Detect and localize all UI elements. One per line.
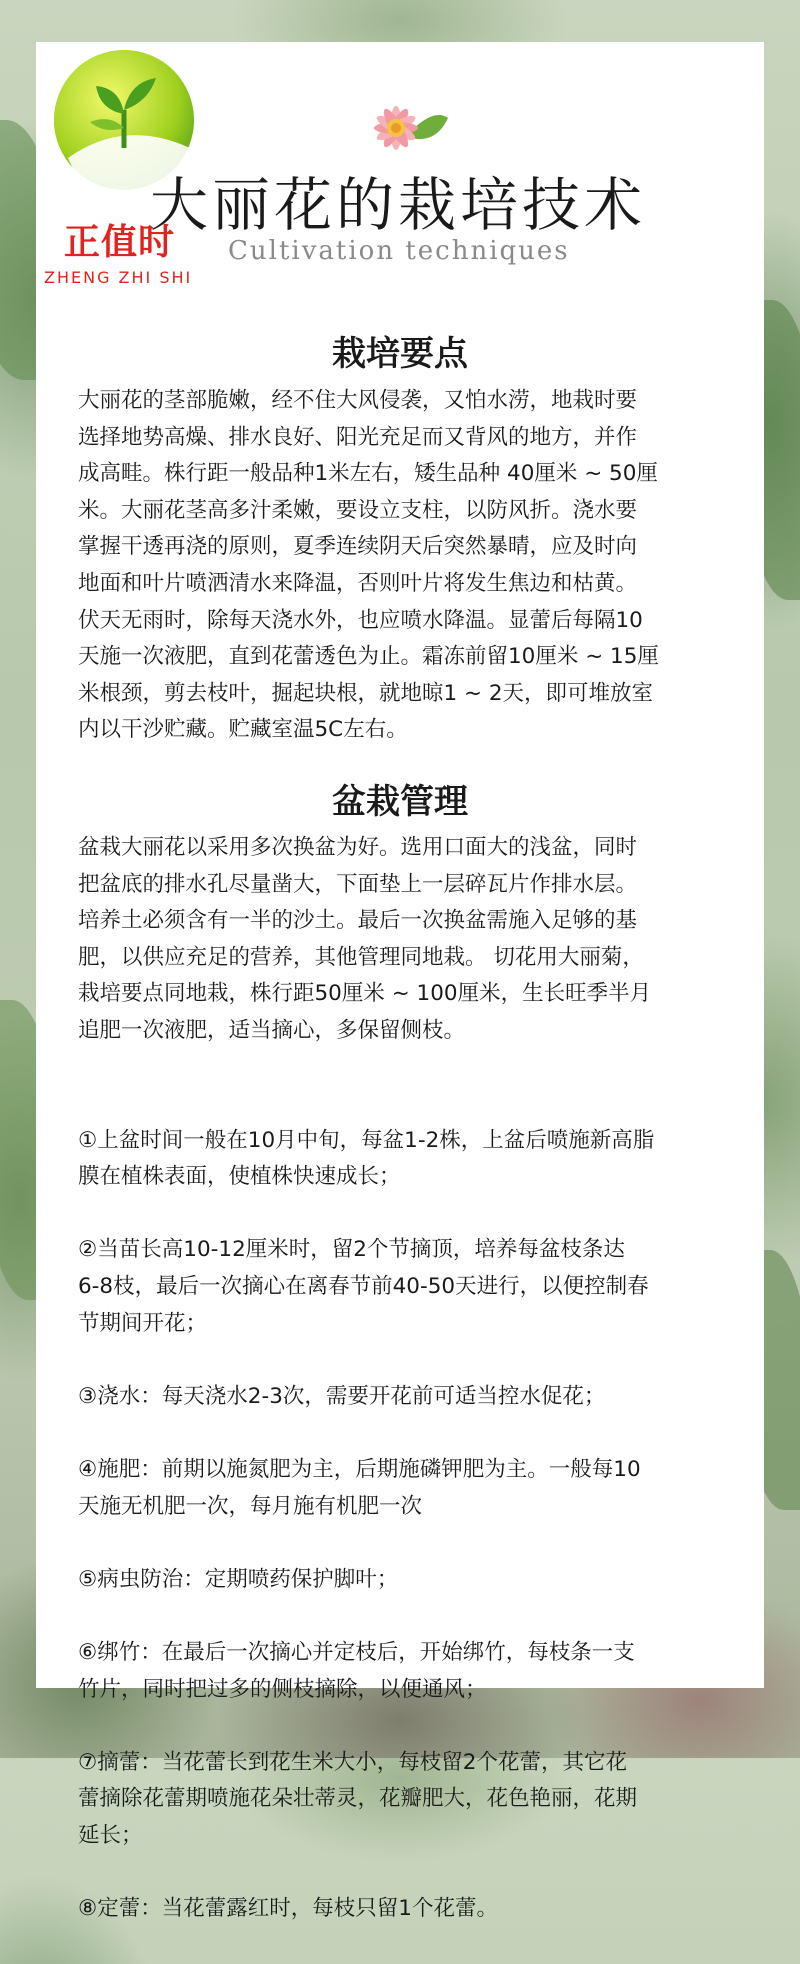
page-title: 大丽花的栽培技术	[150, 171, 647, 239]
brand-name: 正值时	[64, 222, 176, 263]
step-item: ①上盆时间一般在10月中旬，每盆1-2株，上盆后喷施新高脂 膜在植株表面，使植株快速成长；	[78, 1127, 655, 1190]
step-item: ④施肥：前期以施氮肥为主，后期施磷钾肥为主。一般每10 天施无机肥一次，每月施有机肥一次	[78, 1456, 641, 1519]
page-subtitle: Cultivation techniques	[228, 236, 570, 266]
steps-list	[78, 1086, 726, 1964]
step-item: ⑥绑竹：在最后一次摘心并定枝后，开始绑竹，每枝条一支 竹片，同时把过多的侧枝摘除，以便通风；	[78, 1639, 635, 1702]
step-item: ⑦摘蕾：当花蕾长到花生米大小，每枝留2个花蕾，其它花 蕾摘除花蕾期喷施花朵壮蒂灵，花瓣肥大，花色艳丽，花期 延长；	[78, 1749, 638, 1848]
step-item: ⑤病虫防治：定期喷药保护脚叶；	[78, 1566, 399, 1592]
step-item: ③浇水：每天浇水2-3次，需要开花前可适当控水促花；	[78, 1383, 606, 1409]
dahlia-flower-icon	[356, 88, 452, 164]
section-text-potted: 盆栽大丽花以采用多次换盆为好。选用口面大的浅盆，同时 把盆底的排水孔尽量凿大，下面垫上一层碎瓦片作排水层。 培养土必须含有一半的沙土。最后一次换盆需施入足够的基 肥，以供应充足的营养，其他管理同地栽。 切花用大丽菊， 栽培要点同地栽，株行距50厘米 ~ 100厘米，生长旺季半月 追肥一次液肥，适当摘心，多保留侧枝。	[78, 835, 652, 1043]
step-item: ⑧定蕾：当花蕾露红时，每枝只留1个花蕾。	[78, 1896, 498, 1922]
section-text-cultivation: 大丽花的茎部脆嫩，经不住大风侵袭，又怕水涝，地栽时要 选择地势高燥、排水良好、阳光充足而又背风的地方，并作 成高畦。株行距一般品种1米左右，矮生品种 40厘米 ~ 50厘 米。大丽花茎高多汁柔嫩，要设立支柱，以防风折。浇水要 掌握干透再浇的原则，夏季连续阴天后突然暴晴，应及时向 地面和叶片喷洒清水来降温，否则叶片将发生焦边和枯黄。 伏天无雨时，除每天浇水外，也应喷水降温。显蕾后每隔10 天施一次液肥，直到花蕾透色为止。霜冻前留10厘米 ~ 15厘 米根颈，剪去枝叶，掘起块根，就地晾1 ~ 2天，即可堆放室 内以干沙贮藏。贮藏室温5C左右。	[78, 388, 659, 743]
section-heading-potted: 盆栽管理	[332, 782, 468, 822]
section-heading-cultivation: 栽培要点	[332, 334, 468, 374]
brand-pinyin: ZHENG ZHI SHI	[44, 268, 193, 287]
step-item: ②当苗长高10-12厘米时，留2个节摘顶，培养每盆枝条达 6-8枝，最后一次摘心在离春节前40-50天进行，以便控制春 节期间开花；	[78, 1237, 649, 1336]
